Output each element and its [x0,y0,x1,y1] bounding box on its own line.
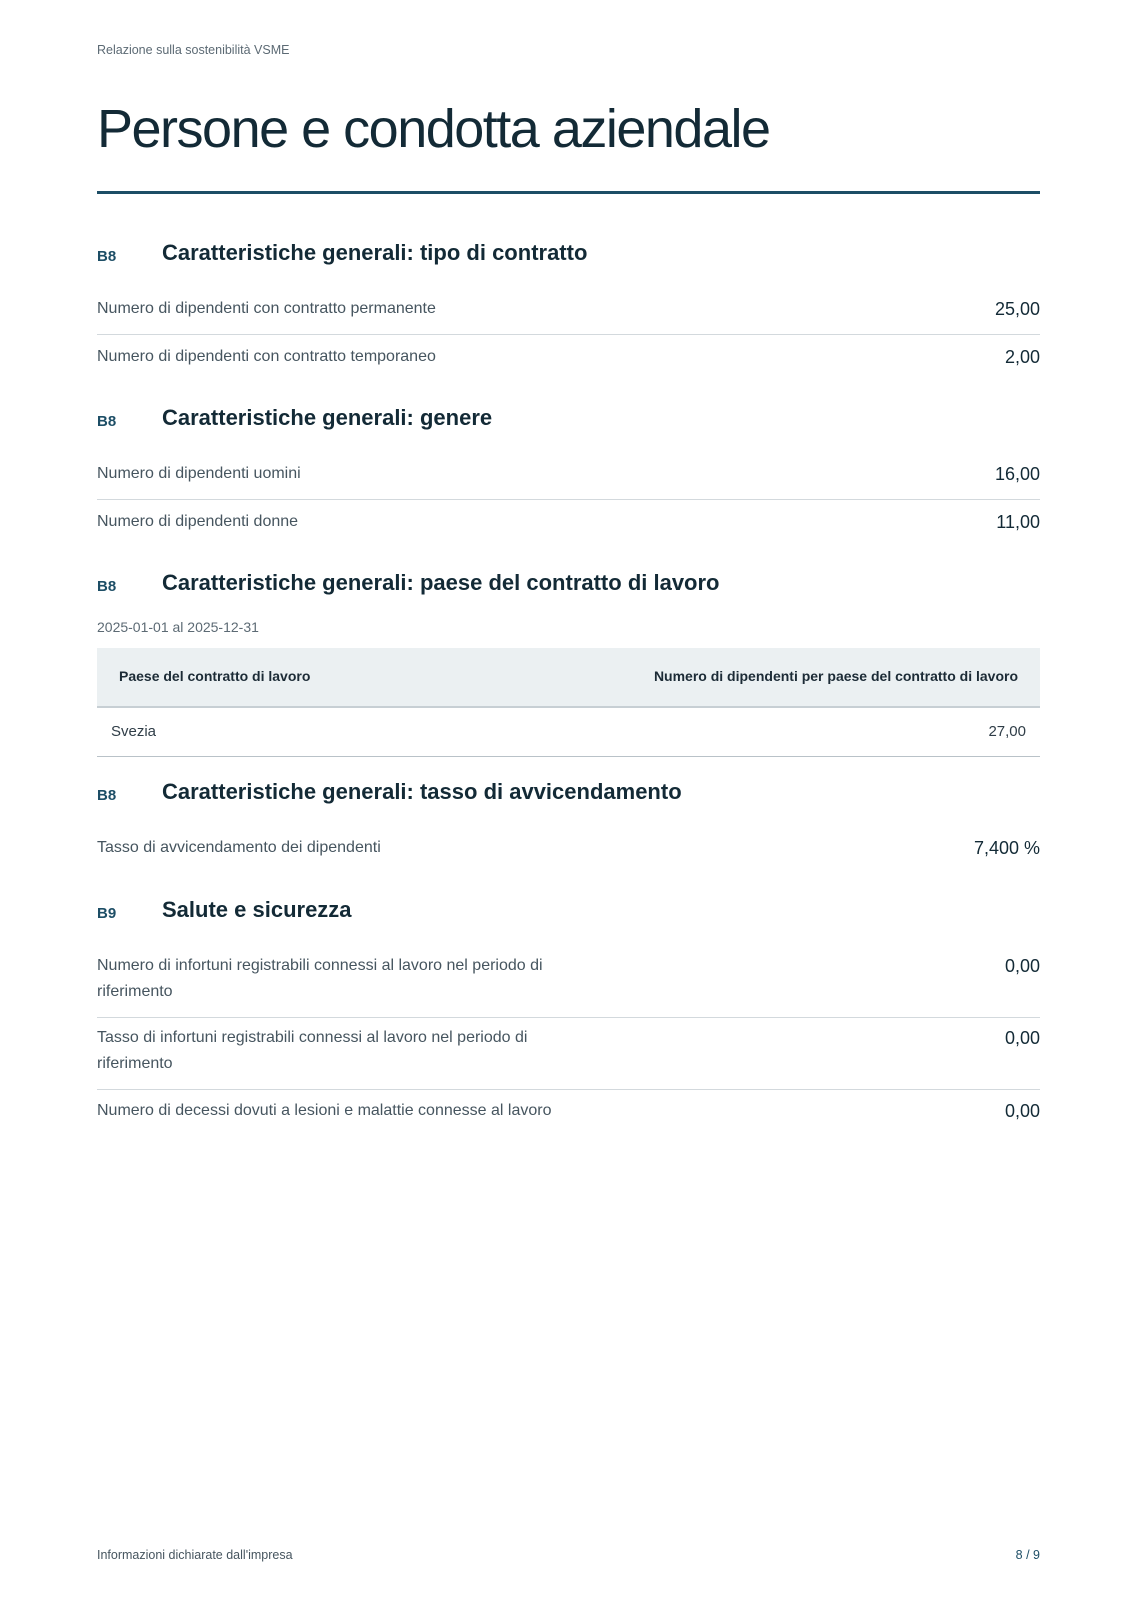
metric-value: 0,00 [1004,1101,1040,1121]
section-title: Caratteristiche generali: tasso di avvicendamento [162,779,682,804]
metric-value: 2,00 [1004,347,1040,367]
table-header [97,648,1040,708]
section-code: B8 [97,413,117,430]
section-title: Salute e sicurezza [162,897,352,922]
section-title: Caratteristiche generali: tipo di contratto [162,240,588,265]
section-header-gender [97,405,1040,437]
section-code: B9 [97,905,117,922]
metric-value: 16,00 [994,464,1040,484]
section-header-turnover [97,779,1040,811]
section-header-contract-type [97,240,1040,272]
section-header-health-safety [97,897,1040,929]
metric-label: Numero di dipendenti con contratto temporaneo [97,348,436,365]
metric-value: 0,00 [1004,956,1040,976]
section-code: B8 [97,578,117,595]
reporting-period: 2025-01-01 al 2025-12-31 [97,619,259,635]
metric-label: Numero di dipendenti uomini [97,465,301,482]
row-divider [97,334,1040,335]
column-header-country: Paese del contratto di lavoro [119,668,311,684]
section-code: B8 [97,248,117,265]
title-divider [97,191,1040,194]
row-divider [97,499,1040,500]
table-row [97,708,1040,757]
row-divider [97,1017,1040,1018]
metric-label: Numero di dipendenti donne [97,513,299,530]
metric-value: 7,400 % [973,838,1040,858]
metric-label: Numero di decessi dovuti a lesioni e malattie connesse al lavoro [97,1102,552,1119]
section-title: Caratteristiche generali: genere [162,405,493,430]
page-number: 8 / 9 [1015,1548,1040,1562]
table-cell-employees: 27,00 [988,723,1026,740]
metric-value: 11,00 [996,512,1040,532]
table-cell-country: Svezia [111,723,157,740]
column-header-employees: Numero di dipendenti per paese del contratto di lavoro [653,668,1018,684]
metric-value: 25,00 [994,299,1040,319]
section-code: B8 [97,787,117,804]
row-divider [97,1089,1040,1090]
metric-value: 0,00 [1004,1028,1040,1048]
metric-label: Tasso di avvicendamento dei dipendenti [97,839,381,856]
section-header-country [97,570,1040,602]
page-title: Persone e condotta aziendale [97,99,770,159]
footer-note: Informazioni dichiarate dall'impresa [97,1548,293,1562]
metric-label: Numero di infortuni registrabili connessi al lavoro nel periodo di riferimento [97,957,543,1000]
running-header: Relazione sulla sostenibilità VSME [97,43,290,57]
metric-label: Numero di dipendenti con contratto permanente [97,300,436,317]
metric-label: Tasso di infortuni registrabili connessi al lavoro nel periodo di riferimento [97,1029,528,1072]
section-title: Caratteristiche generali: paese del contratto di lavoro [162,570,720,595]
